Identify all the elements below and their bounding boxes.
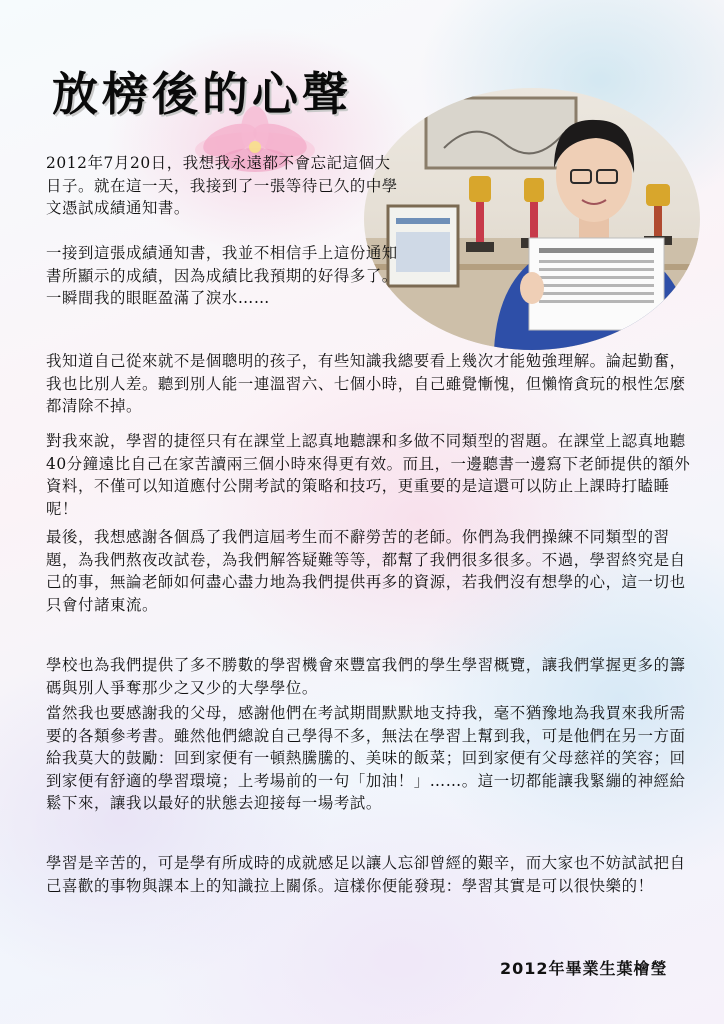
paragraph-self-reflection: 我知道自己從來就不是個聰明的孩子，有些知識我總要看上幾次才能勉強理解。論起勤奮，我也比別人差。聽到別人能一連溫習六、七個小時，自己雖覺慚愧，但懶惰貪玩的根性怎麼都清除不掉。 [46, 352, 686, 415]
student-photo [364, 88, 700, 350]
paragraph-intro: 2012年7月20日，我想我永遠都不會忘記這個大日子。就在這一天，我接到了一張等待已久的中學文憑試成績通知書。 [46, 154, 398, 217]
trophy-icon [644, 184, 672, 245]
paragraph-thanks-teachers: 最後，我想感謝各個爲了我們這屆考生而不辭勞苦的老師。你們為我們操練不同類型的習題，為我們熬夜改試卷，為我們解答疑難等等，都幫了我們很多很多。不過，學習終究是自己的事，無論老師如何盡心盡力地為我們提供再多的資源，若我們沒有想學的心，這一切也只會付諸東流。 [46, 528, 686, 614]
certificate-icon [529, 238, 664, 330]
paragraph-thanks-parents: 當然我也要感謝我的父母，感謝他們在考試期間默默地支持我，毫不猶豫地為我買來我所需要的各類參考書。雖然他們總說自己學得不多，無法在學習上幫到我，可是他們在另一方面給我莫大的鼓勵：回到家便有一頓熱騰騰的、美味的飯菜；回到家便有父母慈祥的笑容；回到家便有舒適的學習環境；上考場前的一句「加油！」……。這一切都能讓我緊繃的神經給鬆下來，讓我以最好的狀態去迎接每一場考試。 [46, 704, 686, 812]
paragraph-school-opportunities: 學校也為我們提供了多不勝數的學習機會來豐富我們的學生學習概覽，讓我們掌握更多的籌碼與別人爭奪那少之又少的大學學位。 [46, 656, 686, 697]
page-title: 放榜後的心聲 [52, 67, 352, 121]
paragraph-conclusion: 學習是辛苦的，可是學有所成時的成就感足以讓人忘卻曾經的艱辛，而大家也不妨試試把自己喜歡的事物與課本上的知識拉上關係。這樣你便能發現：學習其實是可以很快樂的！ [46, 854, 686, 895]
paragraph-receiving-results: 一接到這張成績通知書，我並不相信手上這份通知書所顯示的成績，因為成績比我預期的好得多了。一瞬間我的眼眶盈滿了淚水…… [46, 244, 398, 307]
paragraph-study-method: 對我來說，學習的捷徑只有在課堂上認真地聽課和多做不同類型的習題。在課堂上認真地聽40分鐘遠比自己在家苦讀兩三個小時來得更有效。而且，一邊聽書一邊寫下老師提供的額外資料，不僅可以知道應付公開考試的策略和技巧，更重要的是這還可以防止上課時打瞌睡呢！ [46, 432, 691, 518]
author-signature: 2012年畢業生葉檜瑩 [500, 959, 668, 978]
student-holding-certificate-image [364, 88, 700, 350]
